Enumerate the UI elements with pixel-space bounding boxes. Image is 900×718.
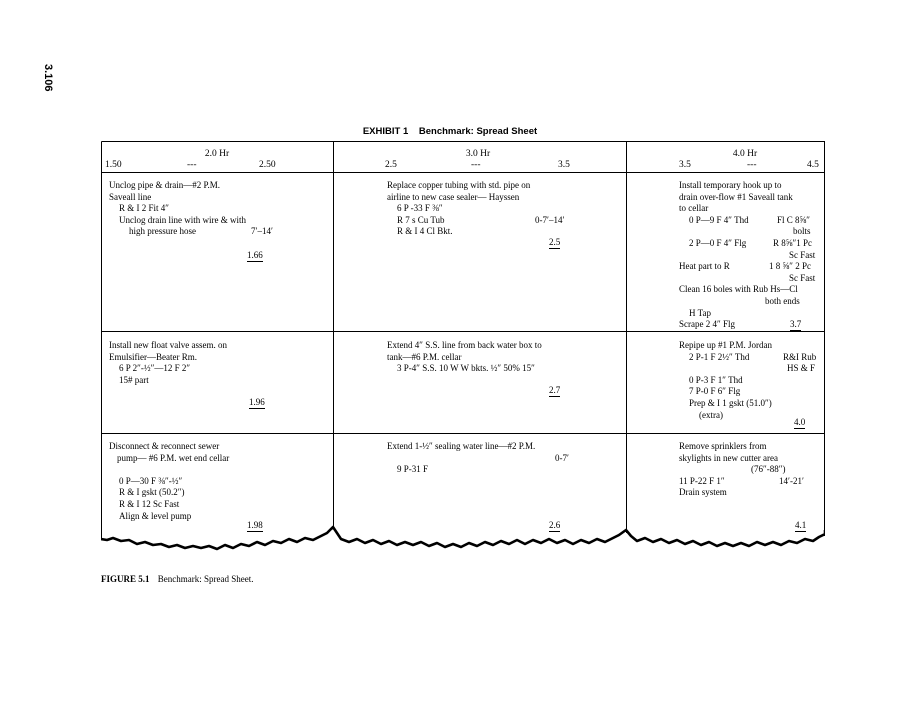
cell-text: Sc Fast: [789, 249, 816, 260]
cell-total: 2.6: [549, 520, 561, 530]
column-range-dash: ---: [747, 160, 757, 170]
cell-line: [679, 273, 824, 285]
cell-text: H Tap: [689, 307, 711, 318]
cell-aside: 0-7′: [555, 452, 569, 463]
cell-line: R & I 2 Fit 4″: [119, 203, 170, 214]
cell-line: [679, 226, 824, 238]
column-hours: 3.0 Hr: [465, 149, 491, 159]
column-hours: 4.0 Hr: [732, 149, 758, 159]
cell-line: Remove sprinklers from: [679, 441, 767, 451]
cell-row1-col1: [109, 180, 324, 328]
spread-sheet: [101, 141, 825, 551]
cell-line: Replace copper tubing with std. pipe on: [387, 180, 531, 190]
cell-line: [679, 319, 824, 331]
cell-line: drain over-flow #1 Saveall tank: [679, 191, 793, 202]
column-range-high: 3.5: [558, 160, 570, 170]
figure-text: Benchmark: Spread Sheet.: [157, 574, 254, 584]
cell-aside: R&I Rub: [783, 351, 817, 362]
cell-line: 7 P-0 F 6″ Flg: [689, 386, 741, 397]
cell-line: [679, 476, 824, 488]
cell-aside: 14′-21′: [779, 475, 804, 486]
cell-line: skylights in new cutter area: [679, 452, 778, 463]
column-range-dash: ---: [187, 160, 197, 170]
cell-line: Align & level pump: [119, 510, 192, 521]
cell-line: 9 P-31 F: [397, 464, 429, 475]
cell-line: 0 P—30 F ⅜″-½″: [119, 475, 183, 486]
cell-row3-col2: [387, 441, 619, 531]
cell-line: [679, 296, 824, 308]
cell-line: 6 P -33 F ⅜″: [397, 203, 443, 214]
cell-total: 4.0: [794, 417, 806, 427]
cell-line: Drain system: [679, 487, 727, 498]
cell-text: (76″-88″): [751, 464, 786, 475]
cell-text: 2 P—0 F 4″ Flg: [689, 237, 747, 248]
cell-line: Install new float valve assem. on: [109, 340, 227, 350]
cell-line: R & I 12 Sc Fast: [119, 498, 180, 509]
column-range-high: 2.50: [259, 160, 276, 170]
cell-total: 2.5: [549, 237, 561, 247]
cell-aside: 0-7′–14′: [535, 214, 565, 225]
cell-aside: 7′–14′: [251, 226, 273, 237]
cell-line: to cellar: [679, 203, 709, 214]
cell-text: bolts: [793, 226, 811, 237]
cell-total: 4.1: [795, 520, 807, 530]
cell-line: Emulsifier—Beater Rm.: [109, 351, 197, 362]
exhibit-title: [0, 126, 900, 137]
cell-line: [387, 453, 619, 465]
cell-line: R & I gskt (50.2″): [119, 487, 185, 498]
cell-line: 3 P-4″ S.S. 10 W W bkts. ½″ 50% 15″: [397, 363, 535, 374]
cell-text: 11 P-22 F 1″: [679, 475, 725, 486]
cell-text: 2 P-1 F 2½″ Thd: [689, 351, 750, 362]
exhibit-label: EXHIBIT 1: [362, 126, 409, 137]
cell-line: R & I 4 Cl Bkt.: [397, 226, 453, 237]
cell-line: [679, 464, 824, 476]
cell-line: [679, 261, 824, 273]
cell-line: Extend 4″ S.S. line from back water box to: [387, 340, 542, 350]
cell-text: Sc Fast: [789, 272, 816, 283]
cell-aside: 1 8 ⅝″ 2 Pc: [769, 261, 811, 272]
cell-line: 0 P-3 F 1″ Thd: [689, 374, 743, 385]
cell-line: [679, 352, 824, 364]
cell-aside: Fl C 8⅝″: [777, 214, 811, 225]
column-range-low: 1.50: [105, 160, 122, 170]
cell-row2-col2: [387, 340, 619, 430]
cell-total: 3.7: [790, 319, 802, 330]
cell-line: Unclog pipe & drain—#2 P.M.: [109, 180, 220, 190]
column-range-high: 4.5: [807, 160, 819, 170]
cell-line: [679, 250, 824, 262]
column-range-dash: ---: [471, 160, 481, 170]
cell-text: R 7 s Cu Tub: [397, 214, 445, 225]
cell-row2-col3: [679, 340, 824, 432]
cell-text: Heat part to R: [679, 261, 730, 272]
cell-total: 1.96: [249, 397, 265, 407]
cell-line: Repipe up #1 P.M. Jordan: [679, 340, 772, 350]
exhibit-heading: Benchmark: Spread Sheet: [418, 126, 538, 137]
cell-line: 6 P 2″-½″—12 F 2″: [119, 363, 191, 374]
cell-line: Clean 16 boles with Rub Hs—Cl: [679, 284, 798, 295]
cell-row2-col1: [109, 340, 324, 430]
cell-line: Disconnect & reconnect sewer: [109, 441, 220, 451]
cell-line: [679, 363, 824, 375]
cell-line: Install temporary hook up to: [679, 180, 782, 190]
cell-row3-col1: [109, 441, 324, 531]
cell-text: 0 P—9 F 4″ Thd: [689, 214, 749, 225]
cell-total: 1.98: [247, 520, 263, 530]
column-hours: 2.0 Hr: [204, 149, 230, 159]
cell-line: Unclog drain line with wire & with: [119, 214, 246, 225]
cell-text: HS & F: [787, 363, 816, 374]
cell-line: 15# part: [119, 374, 149, 385]
cell-row1-col2: [387, 180, 619, 328]
cell-line: [109, 226, 324, 238]
column-range-low: 2.5: [385, 160, 397, 170]
cell-line: [109, 464, 324, 476]
cell-text: high pressure hose: [129, 226, 196, 237]
cell-row1-col3: [679, 180, 824, 330]
cell-line: [387, 215, 619, 227]
cell-line: (extra): [699, 409, 723, 420]
cell-line: tank—#6 P.M. cellar: [387, 351, 462, 362]
figure-caption: [101, 574, 254, 584]
column-range-low: 3.5: [679, 160, 691, 170]
cell-line: Saveall line: [109, 191, 152, 202]
cell-text: Scrape 2 4″ Flg: [679, 319, 735, 330]
cell-line: [679, 238, 824, 250]
figure-number: FIGURE 5.1: [101, 574, 150, 584]
cell-total: 1.66: [247, 250, 263, 260]
cell-row3-col3: [679, 441, 824, 531]
cell-text: both ends: [765, 295, 800, 306]
cell-line: airline to new case sealer— Hayssen: [387, 191, 520, 202]
cell-line: pump— #6 P.M. wet end cellar: [117, 452, 230, 463]
cell-line: [679, 308, 824, 320]
cell-aside: R 8⅝″1 Pc: [773, 237, 813, 248]
cell-total: 2.7: [549, 385, 561, 395]
cell-line: Extend 1-½″ sealing water line—#2 P.M.: [387, 441, 536, 451]
cell-line: [679, 215, 824, 227]
page-number: 3.106: [42, 64, 54, 92]
cell-line: Prep & I 1 gskt (51.0″): [689, 397, 772, 408]
